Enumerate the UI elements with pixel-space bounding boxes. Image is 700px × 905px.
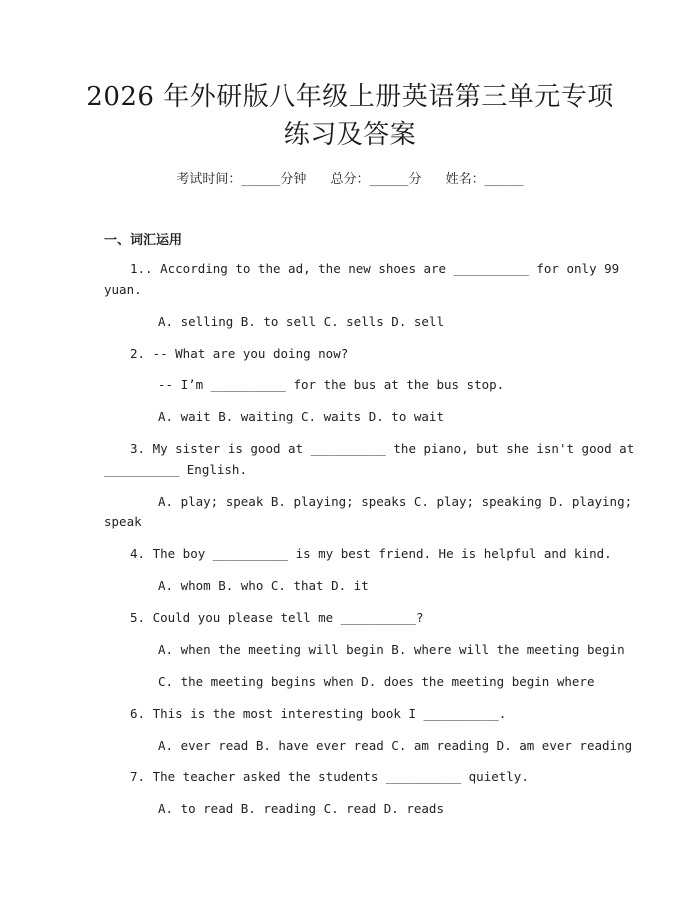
question-5: 5. Could you please tell me __________?	[130, 610, 424, 625]
options-5b: C. the meeting begins when D. does the meeting begin where	[158, 674, 595, 689]
exam-score: 总分：______分	[330, 172, 422, 187]
question-6: 6. This is the most interesting book I __________.	[130, 706, 507, 721]
options-3: A. play; speak B. playing; speaks C. play; speaking D. playing;	[158, 494, 633, 509]
question-1-cont: yuan.	[104, 282, 142, 297]
question-1: 1.. According to the ad, the new shoes are __________ for only 99	[130, 261, 620, 276]
section-heading: 一、词汇运用	[104, 233, 183, 248]
exam-name: 姓名：______	[445, 172, 524, 187]
options-1: A. selling B. to sell C. sells D. sell	[158, 314, 444, 329]
title-line-1: 2026 年外研版八年级上册英语第三单元专项	[86, 82, 614, 112]
question-2-reply: -- I’m __________ for the bus at the bus stop.	[158, 377, 505, 392]
exam-time: 考试时间：______分钟	[176, 172, 307, 187]
options-3-cont: speak	[104, 514, 142, 529]
options-7: A. to read B. reading C. read D. reads	[158, 801, 444, 816]
question-2: 2. -- What are you doing now?	[130, 346, 349, 361]
question-7: 7. The teacher asked the students __________ quietly.	[130, 769, 529, 784]
question-3: 3. My sister is good at __________ the piano, but she isn't good at	[130, 441, 635, 456]
title-line-2: 练习及答案	[283, 120, 417, 150]
options-6: A. ever read B. have ever read C. am reading D. am ever reading	[158, 738, 633, 753]
options-2: A. wait B. waiting C. waits D. to wait	[158, 409, 444, 424]
question-4: 4. The boy __________ is my best friend. He is helpful and kind.	[130, 546, 612, 561]
question-3-cont: __________ English.	[104, 462, 247, 477]
document-title	[60, 78, 640, 154]
options-4: A. whom B. who C. that D. it	[158, 578, 369, 593]
exam-meta	[0, 168, 700, 187]
options-5a: A. when the meeting will begin B. where will the meeting begin	[158, 642, 625, 657]
